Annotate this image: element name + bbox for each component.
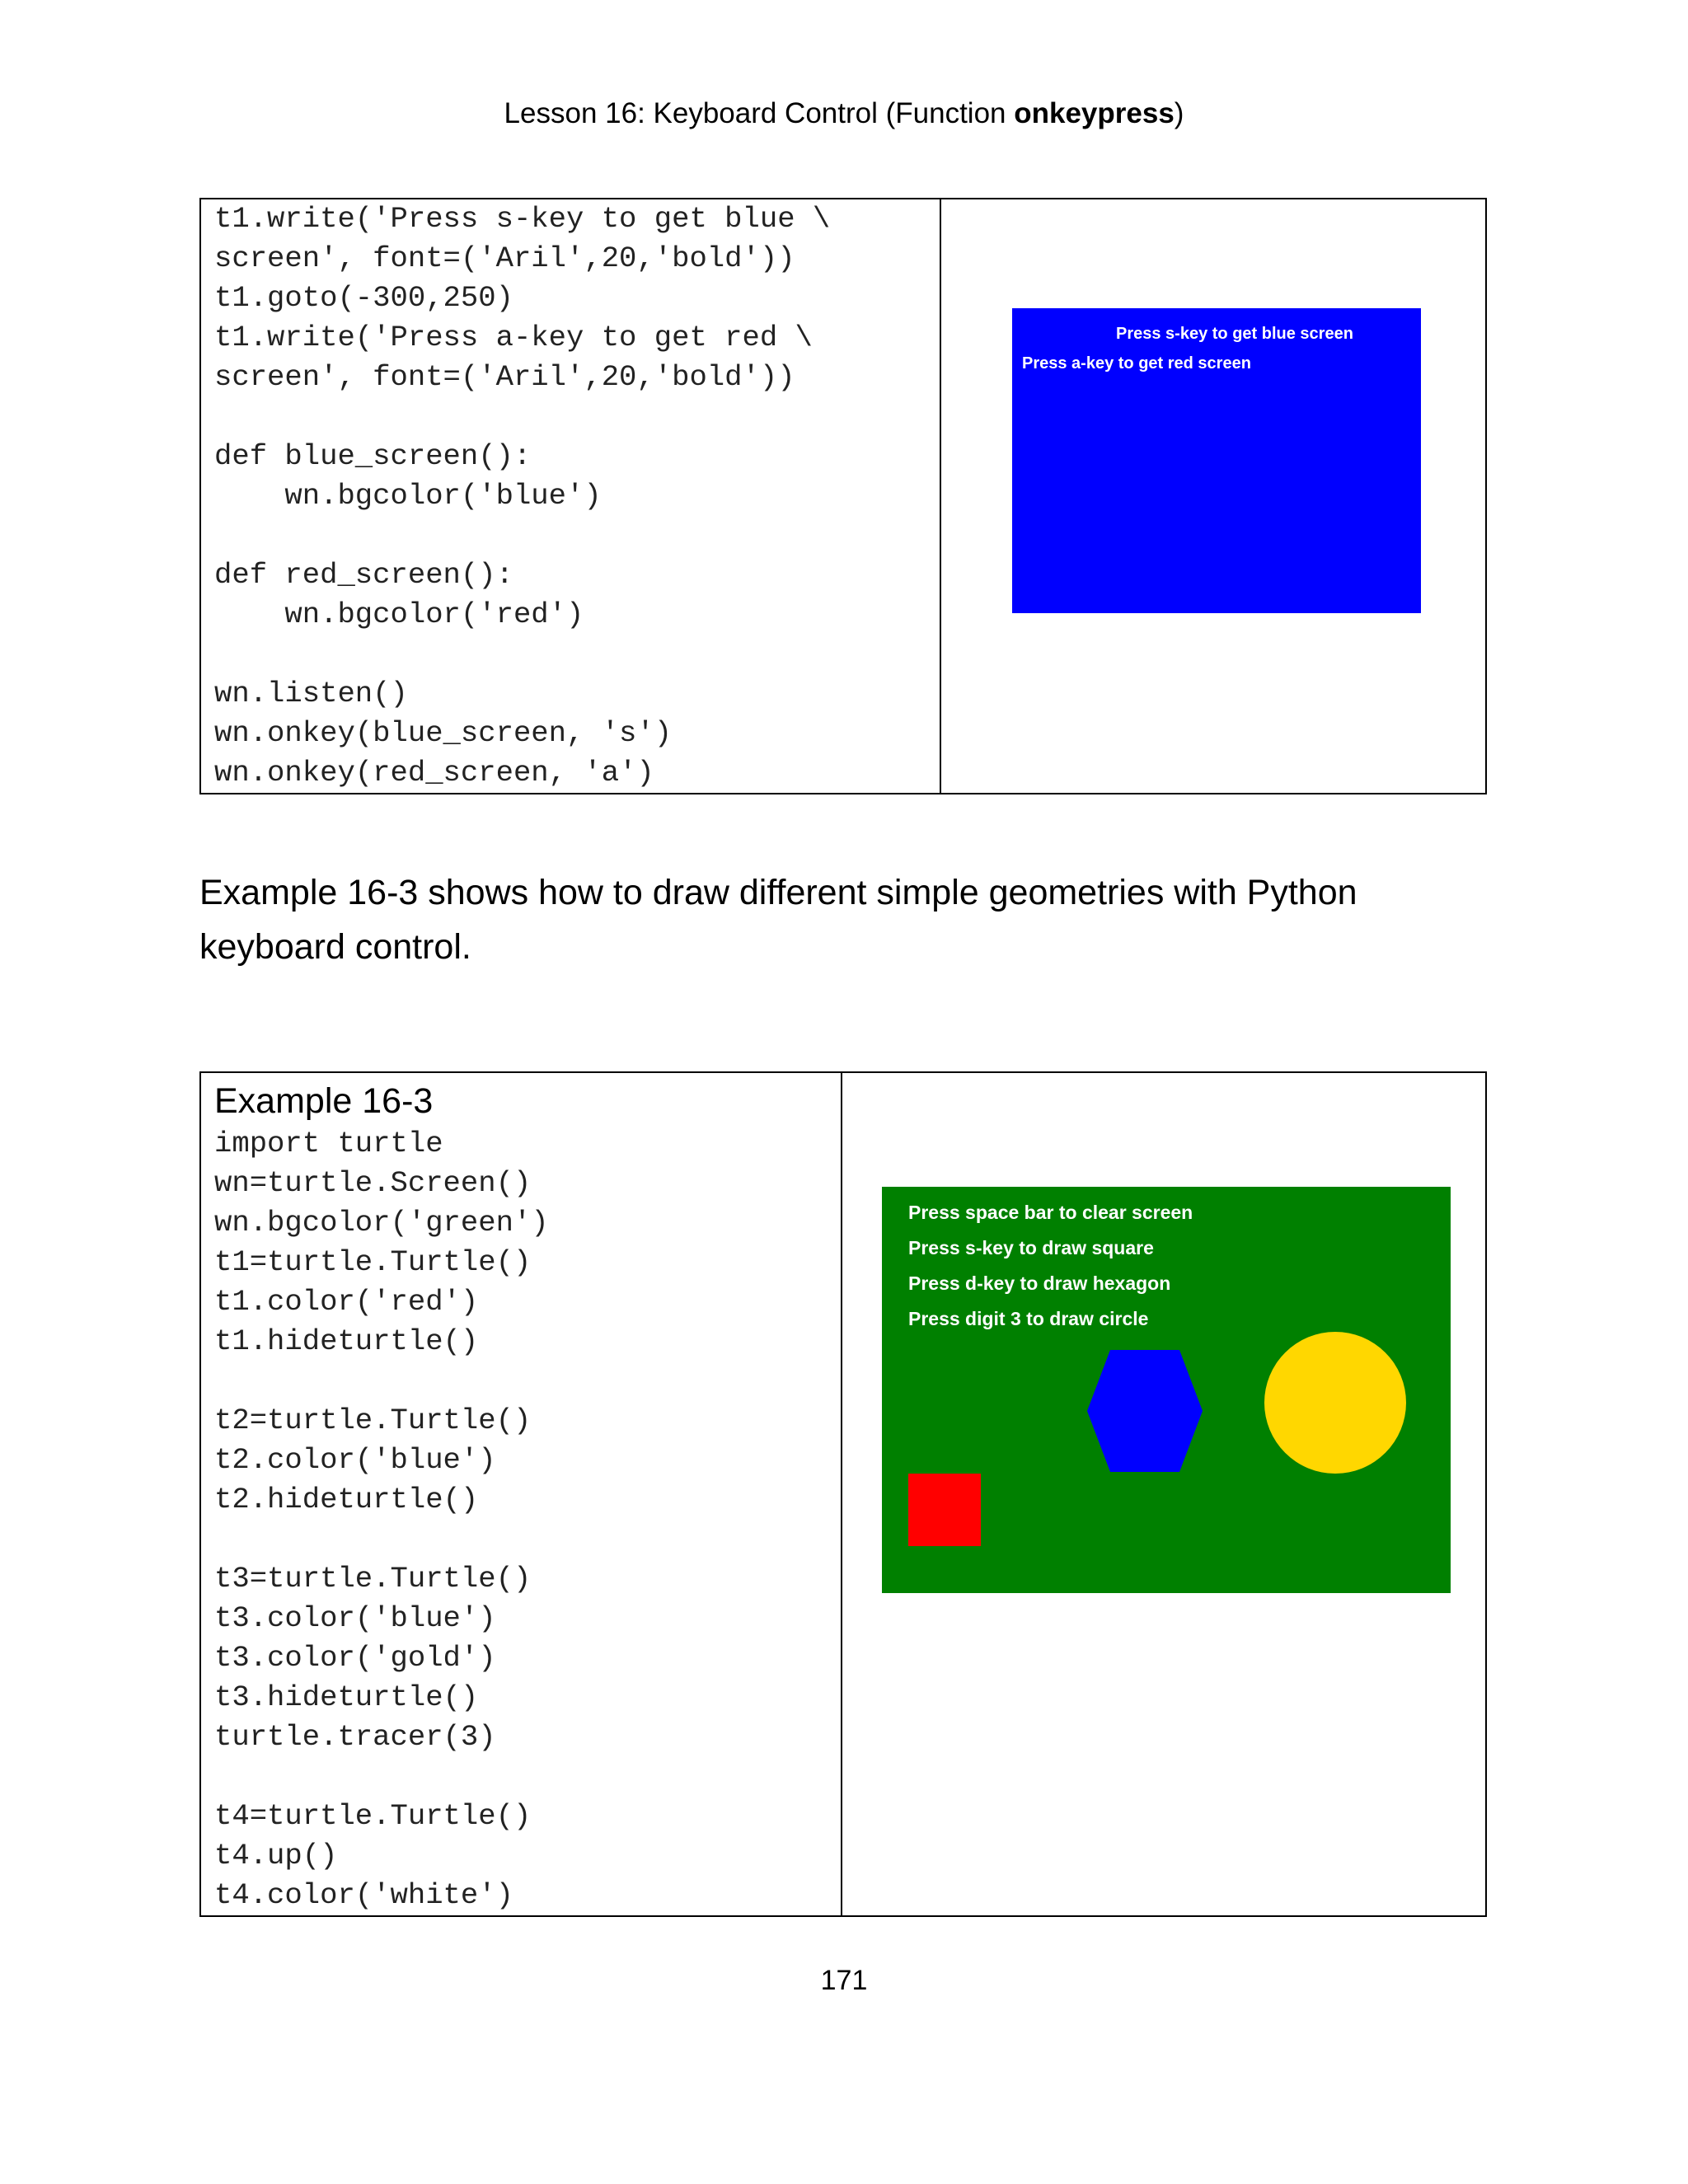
- page-number: 171: [820, 1965, 868, 1996]
- green-screen-line-4: Press digit 3 to draw circle: [908, 1308, 1149, 1329]
- code-cell-2: [200, 1072, 842, 1916]
- header-prefix: Lesson 16: Keyboard Control (Function: [504, 97, 1015, 129]
- green-screen-line-3: Press d-key to draw hexagon: [908, 1272, 1171, 1294]
- header-bold: onkeypress: [1014, 97, 1175, 129]
- page-header: [0, 97, 1688, 130]
- turtle-green-screen: [882, 1187, 1451, 1593]
- shapes-canvas: [882, 1187, 1451, 1593]
- gold-circle: [1264, 1332, 1406, 1474]
- code-cell-1: [200, 199, 940, 794]
- header-suffix: ): [1174, 97, 1184, 129]
- green-screen-line-1: Press space bar to clear screen: [908, 1202, 1193, 1223]
- code-block-1: t1.write('Press s-key to get blue \ screen', font=('Aril',20,'bold')) t1.goto(-300,250) t1.write('Press a-key to get red \ screen', font=('Aril',20,'bold')) def blue_screen(): wn.bgcolor('blue') def red_screen(): wn.bgcolor('red') wn.listen() wn.onkey(blue_screen, 's') wn.onkey(red_screen, 'a'): [214, 202, 831, 790]
- turtle-blue-screen: [1012, 308, 1421, 613]
- code-block-2: import turtle wn=turtle.Screen() wn.bgcolor('green') t1=turtle.Turtle() t1.color('red') t1.hideturtle() t2=turtle.Turtle() t2.color('blue') t2.hideturtle() t3=turtle.Turtle() t3.color('blue') t3.color('gold') t3.hideturtle() turtle.tracer(3) t4=turtle.Turtle() t4.up() t4.color('white'): [214, 1127, 549, 1912]
- red-square: [908, 1474, 981, 1546]
- blue-screen-line-2: Press a-key to get red screen: [1022, 354, 1251, 373]
- example-caption: Example 16-3: [214, 1081, 434, 1121]
- green-screen-line-2: Press s-key to draw square: [908, 1237, 1154, 1258]
- blue-hexagon: [1087, 1350, 1203, 1472]
- paragraph: Example 16-3 shows how to draw different simple geometries with Python keyboard control.: [199, 873, 1357, 967]
- blue-screen-line-1: Press s-key to get blue screen: [1116, 325, 1353, 343]
